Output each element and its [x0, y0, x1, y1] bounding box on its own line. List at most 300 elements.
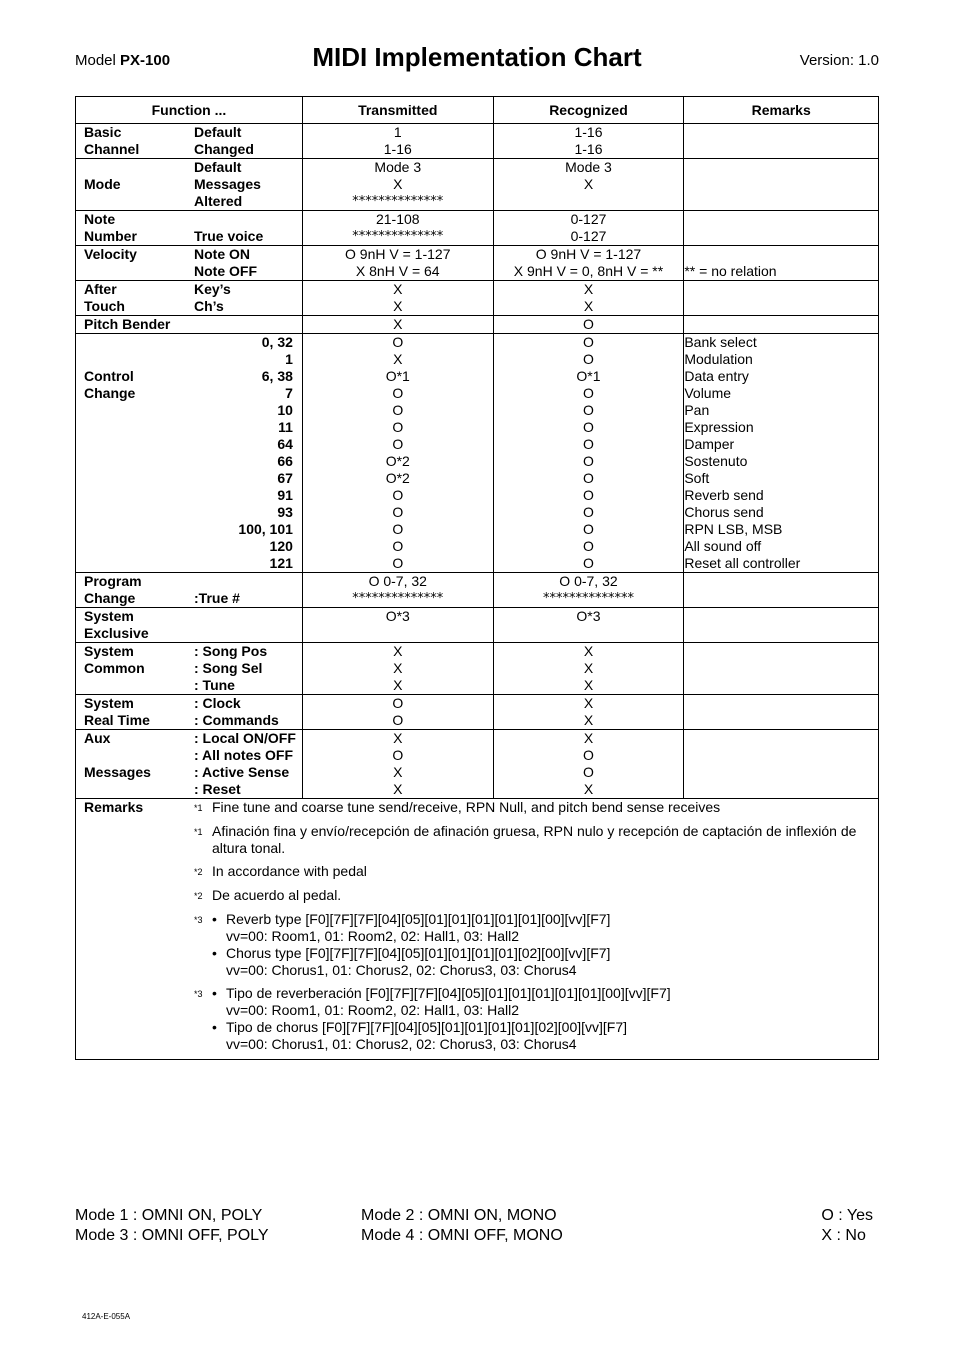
remark-text	[212, 823, 870, 857]
function-label: Change	[84, 590, 136, 606]
midi-implementation-table	[75, 96, 879, 1060]
recognized-value: 0-127	[570, 228, 607, 244]
transmitted-value: O	[392, 504, 404, 520]
function-cell	[76, 334, 303, 573]
transmitted-value: X	[393, 643, 403, 659]
function-sub-label: 93	[277, 504, 293, 520]
recognized-value: Mode 3	[565, 159, 612, 175]
function-line	[76, 695, 302, 712]
function-sub-label: :True #	[194, 590, 240, 606]
function-line	[76, 453, 302, 470]
function-line	[76, 504, 302, 521]
remark-mark: *1	[194, 803, 203, 813]
function-line	[76, 730, 302, 747]
table-row	[76, 334, 879, 573]
chart-header	[75, 42, 879, 78]
function-sub-label: Note ON	[194, 246, 250, 262]
function-line	[76, 246, 302, 263]
function-line	[76, 747, 302, 764]
transmitted-value: O	[392, 419, 404, 435]
remarks-cell	[684, 643, 879, 695]
function-label: Pitch Bender	[84, 316, 171, 332]
transmitted-cell	[302, 334, 493, 573]
model-name: PX-100	[120, 52, 171, 69]
function-label	[76, 351, 194, 368]
function-label	[76, 504, 194, 521]
bullet-line: vv=00: Chorus1, 01: Chorus2, 02: Chorus3, 03: Chorus4	[226, 962, 577, 978]
remarks-value: Pan	[684, 402, 710, 418]
recognized-value: O	[583, 764, 594, 780]
function-line	[76, 193, 302, 210]
mode-2: Mode 2 : OMNI ON, MONO	[361, 1207, 557, 1224]
remarks-body	[194, 799, 878, 1059]
function-sub-label: 121	[269, 555, 293, 571]
remark-bullet	[212, 911, 870, 945]
function-sub-label: 10	[277, 402, 293, 418]
version-label: Version: 1.0	[799, 52, 879, 69]
remarks-value	[684, 608, 878, 625]
transmitted-value: O	[392, 712, 404, 728]
bullet-dot-icon: •	[212, 911, 217, 927]
function-label: Mode	[84, 176, 121, 192]
function-label	[76, 436, 194, 453]
remarks-value	[684, 695, 878, 712]
recognized-value: O	[583, 351, 594, 367]
recognized-value: X	[583, 660, 594, 676]
function-sub-label: Messages	[194, 176, 261, 192]
function-sub-label: Default	[194, 124, 242, 140]
remarks-row	[76, 799, 879, 1060]
transmitted-value: 1-16	[383, 141, 412, 157]
remark-line: Afinación fina y envío/recepción de afinación gruesa, RPN nulo y recepción de captación de inflexión de altura tonal.	[212, 823, 857, 856]
function-label	[76, 470, 194, 487]
transmitted-value: X	[393, 281, 403, 297]
remarks-value	[684, 211, 878, 228]
remarks-value	[684, 298, 878, 315]
bullet-text	[226, 1019, 627, 1053]
function-label	[76, 263, 194, 280]
function-line	[76, 573, 302, 590]
remarks-cell	[684, 730, 879, 799]
recognized-value: X	[583, 695, 594, 711]
recognized-value: 1-16	[574, 124, 603, 140]
remarks-value: Modulation	[684, 351, 753, 367]
recognized-value: X	[583, 643, 594, 659]
function-line	[76, 590, 302, 607]
bullet-text	[226, 911, 610, 945]
function-sub-label	[194, 608, 302, 642]
function-line	[76, 470, 302, 487]
remark-mark: *2	[194, 867, 203, 877]
remark-mark: *3	[194, 989, 203, 999]
function-line	[76, 487, 302, 504]
recognized-cell	[493, 695, 684, 730]
page-title: MIDI Implementation Chart	[312, 42, 642, 72]
remark-text	[212, 887, 870, 905]
table-row	[76, 316, 879, 334]
function-label	[76, 193, 194, 210]
remarks-value: Soft	[684, 470, 710, 486]
function-label	[76, 521, 194, 538]
function-label: Control	[84, 368, 134, 384]
transmitted-value: O	[392, 538, 404, 554]
function-line	[76, 764, 302, 781]
recognized-value: O	[583, 555, 594, 571]
function-line	[76, 159, 302, 176]
bullet-line: vv=00: Room1, 01: Room2, 02: Hall1, 03: Hall2	[226, 928, 519, 944]
transmitted-cell	[302, 124, 493, 159]
remark-bullet	[212, 945, 870, 979]
remark-text	[212, 911, 870, 979]
function-sub-label: : Local ON/OFF	[194, 730, 296, 746]
function-sub-label: 100, 101	[238, 521, 293, 537]
function-sub-label: : Song Pos	[194, 643, 268, 659]
remark-note	[194, 911, 870, 979]
transmitted-value: O	[392, 334, 404, 350]
function-sub-label	[194, 316, 302, 333]
transmitted-cell	[302, 608, 493, 643]
bullet-text	[226, 985, 671, 1019]
table-row	[76, 643, 879, 695]
remarks-value: RPN LSB, MSB	[684, 521, 783, 537]
remarks-value: ** = no relation	[684, 263, 777, 279]
remarks-cell	[684, 573, 879, 608]
function-line	[76, 141, 302, 158]
bullet-line: Chorus type [F0][7F][7F][04][05][01][01][01][01][02][00][vv][F7]	[226, 945, 611, 961]
function-label: System Exclusive	[84, 608, 149, 641]
recognized-value: O	[583, 470, 594, 486]
function-line	[76, 608, 302, 642]
function-label	[76, 159, 194, 176]
transmitted-value: O	[392, 402, 404, 418]
remarks-cell	[684, 281, 879, 316]
recognized-value: O	[583, 402, 594, 418]
table-row	[76, 281, 879, 316]
transmitted-value: O 9nH V = 1-127	[345, 246, 451, 262]
bullet-dot-icon: •	[212, 945, 217, 961]
remarks-value	[684, 246, 878, 263]
function-sub-label: : Active Sense	[194, 764, 290, 780]
recognized-value: O	[583, 419, 594, 435]
remarks-cell	[684, 608, 879, 643]
function-line	[76, 351, 302, 368]
function-label	[76, 677, 194, 694]
remarks-value	[684, 141, 878, 158]
legend-no: X : No	[821, 1227, 866, 1244]
function-label	[76, 538, 194, 555]
remarks-cell	[684, 316, 879, 334]
function-sub-label: 120	[269, 538, 293, 554]
recognized-cell	[493, 159, 684, 211]
recognized-value: O	[583, 436, 594, 452]
remarks-value	[684, 660, 878, 677]
remarks-value: Damper	[684, 436, 735, 452]
function-cell	[76, 211, 303, 246]
recognized-cell	[493, 730, 684, 799]
remarks-value	[684, 124, 878, 141]
transmitted-value: X	[393, 730, 403, 746]
transmitted-value: X	[393, 176, 403, 192]
table-row	[76, 124, 879, 159]
remarks-wrap	[76, 799, 878, 1059]
column-header-recognized: Recognized	[493, 97, 684, 124]
recognized-value: 0-127	[570, 211, 607, 227]
recognized-cell	[493, 211, 684, 246]
remarks-cell	[684, 211, 879, 246]
remarks-value: Sostenuto	[684, 453, 748, 469]
function-label	[76, 747, 194, 764]
table-row	[76, 246, 879, 281]
transmitted-cell	[302, 246, 493, 281]
recognized-cell	[493, 124, 684, 159]
remark-note	[194, 823, 870, 857]
function-label	[76, 555, 194, 572]
function-cell	[76, 124, 303, 159]
remark-line: Fine tune and coarse tune send/receive, RPN Null, and pitch bend sense receives	[212, 799, 721, 815]
recognized-value: O	[583, 334, 594, 350]
transmitted-cell	[302, 159, 493, 211]
remarks-value: Chorus send	[684, 504, 764, 520]
recognized-cell	[493, 643, 684, 695]
mode-4: Mode 4 : OMNI OFF, MONO	[361, 1227, 563, 1244]
remark-text	[212, 985, 870, 1053]
transmitted-cell	[302, 695, 493, 730]
remark-mark: *1	[194, 827, 203, 837]
transmitted-cell	[302, 643, 493, 695]
transmitted-cell	[302, 316, 493, 334]
recognized-cell	[493, 608, 684, 643]
remarks-value: Expression	[684, 419, 754, 435]
function-line	[76, 521, 302, 538]
function-sub-label: Altered	[194, 193, 243, 209]
function-sub-label	[194, 211, 302, 228]
recognized-value: O	[583, 747, 594, 763]
table-header-row	[76, 97, 879, 124]
function-line	[76, 660, 302, 677]
remarks-value	[684, 677, 878, 694]
function-line	[76, 436, 302, 453]
remarks-value: Reset all controller	[684, 555, 801, 571]
function-line	[76, 263, 302, 280]
remarks-label: Remarks	[84, 799, 144, 815]
transmitted-value: O*2	[385, 453, 410, 469]
function-label: Basic	[84, 124, 122, 140]
transmitted-value: X	[393, 351, 403, 367]
legend-yes: O : Yes	[821, 1207, 873, 1224]
function-label: Number	[84, 228, 137, 244]
remarks-value	[684, 176, 878, 193]
remarks-cell	[684, 124, 879, 159]
table-row	[76, 573, 879, 608]
recognized-cell	[493, 573, 684, 608]
function-sub-label: Changed	[194, 141, 254, 157]
function-cell	[76, 573, 303, 608]
function-sub-label: 91	[277, 487, 293, 503]
function-line	[76, 316, 302, 333]
transmitted-value: **************	[352, 591, 444, 606]
mode-3: Mode 3 : OMNI OFF, POLY	[75, 1227, 269, 1244]
remarks-value: Reverb send	[684, 487, 764, 503]
column-header-function: Function ...	[76, 97, 303, 124]
model-prefix: Model	[75, 52, 116, 69]
function-line	[76, 334, 302, 351]
table-row	[76, 608, 879, 643]
footer-col-2	[361, 1206, 563, 1246]
remarks-value	[684, 643, 878, 660]
function-label: Channel	[84, 141, 140, 157]
remarks-value: All sound off	[684, 538, 762, 554]
function-cell	[76, 695, 303, 730]
bullet-line: vv=00: Chorus1, 01: Chorus2, 02: Chorus3, 03: Chorus4	[226, 1036, 577, 1052]
function-line	[76, 781, 302, 798]
function-sub-label	[194, 573, 302, 590]
transmitted-value: Mode 3	[374, 159, 422, 175]
transmitted-value: O	[392, 695, 404, 711]
transmitted-value: O*2	[385, 470, 410, 486]
recognized-value: 1-16	[574, 141, 603, 157]
function-label: Change	[84, 385, 136, 401]
column-header-transmitted: Transmitted	[302, 97, 493, 124]
footer-col-3	[821, 1206, 873, 1246]
function-sub-label: : Clock	[194, 695, 241, 711]
remark-note	[194, 985, 870, 1053]
function-line	[76, 402, 302, 419]
function-line	[76, 124, 302, 141]
remark-line: De acuerdo al pedal.	[212, 887, 342, 903]
remarks-value	[684, 228, 878, 245]
recognized-value: O*3	[576, 608, 601, 624]
recognized-cell	[493, 281, 684, 316]
remarks-value: Volume	[684, 385, 732, 401]
recognized-cell	[493, 246, 684, 281]
recognized-value: **************	[542, 591, 634, 606]
remark-text	[212, 863, 870, 881]
function-line	[76, 712, 302, 729]
function-label: Touch	[84, 298, 125, 314]
function-sub-label: : Tune	[194, 677, 235, 693]
function-label: System	[84, 695, 134, 711]
transmitted-value: O*1	[385, 368, 410, 384]
table-row	[76, 730, 879, 799]
function-sub-label: : Commands	[194, 712, 279, 728]
function-sub-label: 11	[278, 419, 293, 435]
table-row	[76, 159, 879, 211]
function-label	[76, 419, 194, 436]
function-label: Real Time	[84, 712, 150, 728]
recognized-value: O*1	[576, 368, 601, 384]
document-code: 412A-E-055A	[82, 1312, 131, 1321]
transmitted-cell	[302, 573, 493, 608]
transmitted-value: O	[392, 555, 404, 571]
function-sub-label: : All notes OFF	[194, 747, 294, 763]
function-sub-label: True voice	[194, 228, 264, 244]
function-sub-label: Default	[194, 159, 242, 175]
recognized-value: O	[583, 538, 594, 554]
remarks-cell	[684, 159, 879, 211]
function-line	[76, 176, 302, 193]
function-label: Messages	[84, 764, 151, 780]
remark-note	[194, 863, 870, 881]
function-label: After	[84, 281, 117, 297]
recognized-value: X	[583, 677, 594, 693]
transmitted-value: 21-108	[375, 211, 420, 227]
function-cell	[76, 316, 303, 334]
recognized-value: O 0-7, 32	[559, 573, 618, 589]
recognized-cell	[493, 316, 684, 334]
transmitted-value: O	[392, 521, 404, 537]
remarks-value	[684, 764, 878, 781]
function-sub-label: 67	[277, 470, 293, 486]
recognized-value: X	[583, 281, 594, 297]
remarks-value	[684, 316, 878, 333]
remarks-value	[684, 781, 878, 798]
remarks-value	[684, 730, 878, 747]
transmitted-value: O*3	[385, 608, 410, 624]
recognized-cell	[493, 334, 684, 573]
function-line	[76, 677, 302, 694]
remarks-value	[684, 281, 878, 298]
table-row	[76, 695, 879, 730]
recognized-value: X	[583, 176, 594, 192]
recognized-value	[494, 193, 684, 210]
remarks-cell	[76, 799, 879, 1060]
recognized-value: X 9nH V = 0, 8nH V = **	[513, 263, 664, 279]
function-sub-label: Ch’s	[194, 298, 224, 314]
transmitted-value: X 8nH V = 64	[355, 263, 440, 279]
transmitted-value: **************	[352, 229, 444, 244]
function-sub-label: 6, 38	[261, 368, 293, 384]
recognized-value: O	[583, 521, 594, 537]
function-line	[76, 211, 302, 228]
function-sub-label: : Song Sel	[194, 660, 263, 676]
function-line	[76, 298, 302, 315]
bullet-line: Tipo de chorus [F0][7F][7F][04][05][01][01][01][01][02][00][vv][F7]	[226, 1019, 628, 1035]
transmitted-value: O 0-7, 32	[368, 573, 427, 589]
function-sub-label: 1	[285, 351, 293, 367]
function-sub-label: 64	[277, 436, 293, 452]
transmitted-value: O	[392, 385, 404, 401]
remarks-value	[684, 193, 878, 210]
function-label	[76, 487, 194, 504]
transmitted-value: X	[393, 677, 403, 693]
remarks-value	[684, 573, 878, 590]
column-header-remarks: Remarks	[684, 97, 879, 124]
remarks-value	[684, 747, 878, 764]
remark-mark: *2	[194, 891, 203, 901]
recognized-value: O 9nH V = 1-127	[535, 246, 642, 262]
remarks-value	[684, 159, 878, 176]
function-label: Velocity	[84, 246, 137, 262]
function-cell	[76, 246, 303, 281]
transmitted-value: O	[392, 487, 404, 503]
remark-mark: *3	[194, 915, 203, 925]
function-cell	[76, 159, 303, 211]
function-label: System	[84, 643, 134, 659]
transmitted-value: X	[393, 298, 403, 314]
transmitted-value: O	[392, 747, 404, 763]
transmitted-value: O	[392, 436, 404, 452]
transmitted-value: 1	[393, 124, 402, 140]
remark-note	[194, 887, 870, 905]
function-cell	[76, 281, 303, 316]
function-label: Program	[84, 573, 142, 589]
recognized-value: O	[583, 385, 594, 401]
transmitted-value: X	[393, 764, 403, 780]
function-label: Aux	[84, 730, 111, 746]
function-sub-label: 66	[277, 453, 293, 469]
function-line	[76, 555, 302, 572]
mode-1: Mode 1 : OMNI ON, POLY	[75, 1207, 263, 1224]
